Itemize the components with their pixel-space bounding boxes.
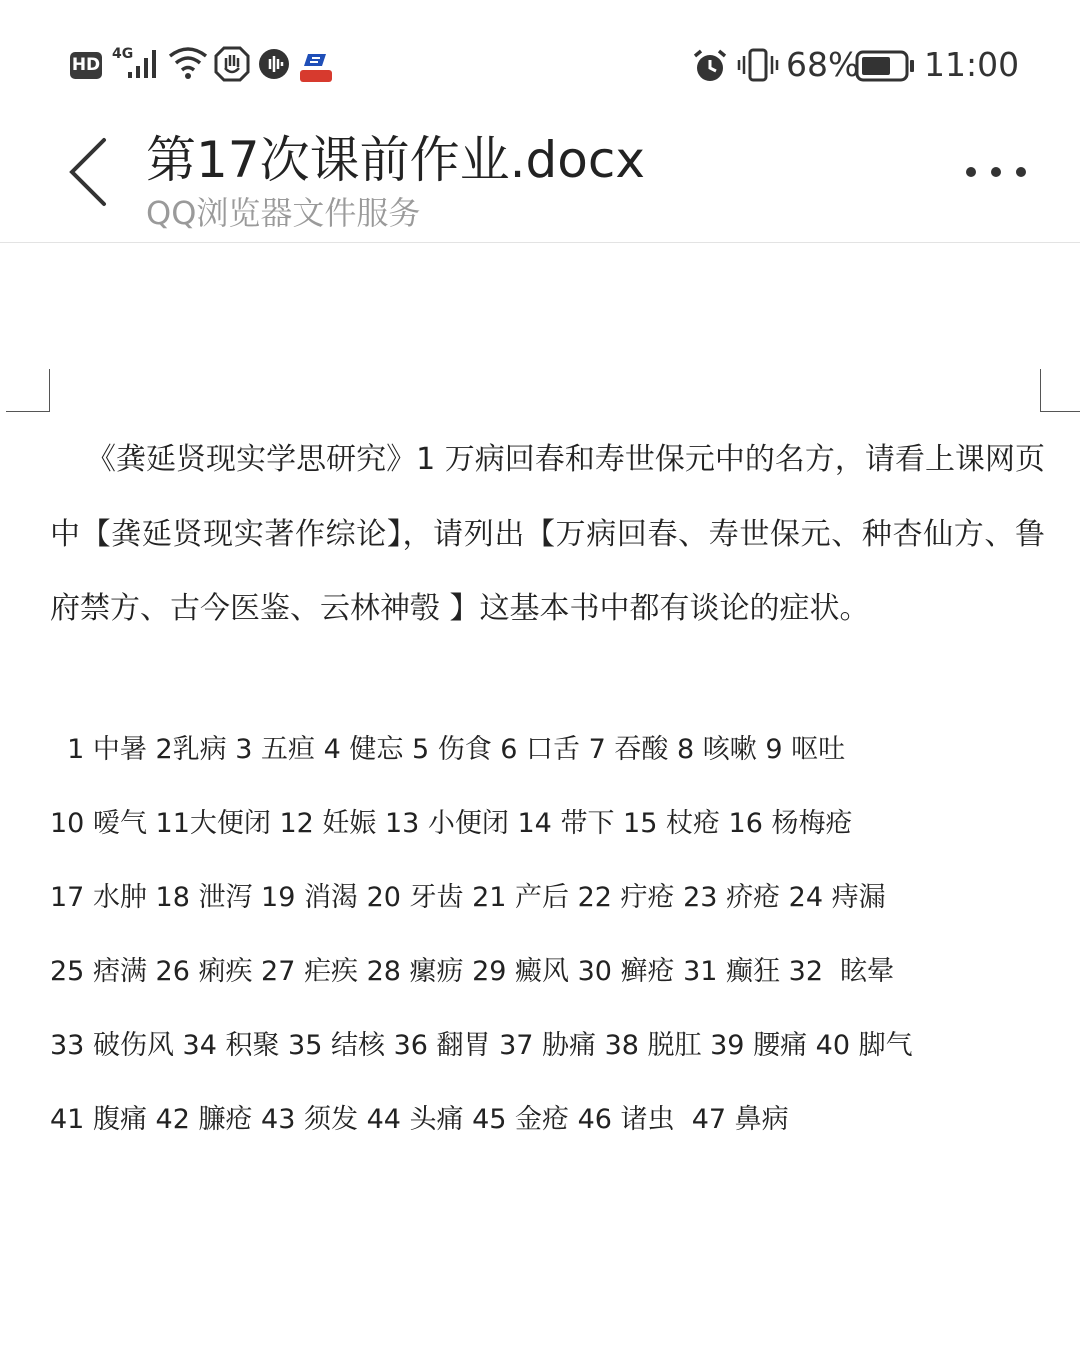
symptom-line: 17 水肿 18 泄泻 19 消渴 20 牙齿 21 产后 22 疔疮 23 疥疮 24 痔漏 [50, 882, 886, 913]
symptom-line: 10 嗳气 11大便闭 12 妊娠 13 小便闭 14 带下 15 杖疮 16 杨梅疮 [50, 808, 853, 839]
back-button[interactable] [60, 132, 120, 212]
wifi-icon [168, 46, 208, 80]
margin-corner-left [6, 369, 50, 412]
chevron-left-icon [60, 132, 120, 212]
alarm-icon [692, 48, 728, 84]
hand-icon [214, 46, 250, 82]
symptom-line: 33 破伤风 34 积聚 35 结核 36 翻胃 37 胁痛 38 脱肛 39 腰痛 40 脚气 [50, 1030, 913, 1061]
vibrate-icon [737, 48, 779, 82]
symptom-line: 41 腹痛 42 臁疮 43 须发 44 头痛 45 金疮 46 诸虫 47 鼻病 [50, 1104, 789, 1135]
more-options-button[interactable] [958, 152, 1034, 192]
network-type-label: 4G [112, 46, 134, 62]
voice-icon [258, 48, 290, 80]
app-notification-icon [298, 50, 334, 84]
more-dot-icon [991, 167, 1001, 177]
more-dot-icon [1016, 167, 1026, 177]
battery-icon [855, 50, 917, 82]
margin-corner-right [1040, 369, 1080, 412]
page-title: 第17次课前作业.docx [146, 131, 645, 189]
document-paragraph: 《龚延贤现实学思研究》1 万病回春和寿世保元中的名方，请看上课网页中【龚延贤现实著作综论】，请列出【万病回春、寿世保元、种杏仙方、鲁府禁方、古今医鉴、云林神彀 】这基本书中都有谈论的症状。 [50, 442, 1045, 626]
battery-percent: 68% [786, 45, 860, 84]
symptom-list [50, 713, 1050, 1157]
hd-icon: HD [70, 52, 102, 79]
title-bar [0, 100, 1080, 243]
symptom-line: 25 痞满 26 痢疾 27 疟疾 28 瘰疬 29 癜风 30 癣疮 31 癫狂 32 眩晕 [50, 956, 895, 987]
status-time: 11:00 [924, 45, 1020, 84]
more-dot-icon [966, 167, 976, 177]
page-subtitle: QQ浏览器文件服务 [146, 194, 421, 232]
signal-icon [128, 48, 162, 80]
symptom-line: 1 中暑 2乳病 3 五疸 4 健忘 5 伤食 6 口舌 7 吞酸 8 咳嗽 9 呕吐 [50, 734, 846, 765]
document-viewer[interactable] [0, 243, 1080, 1368]
